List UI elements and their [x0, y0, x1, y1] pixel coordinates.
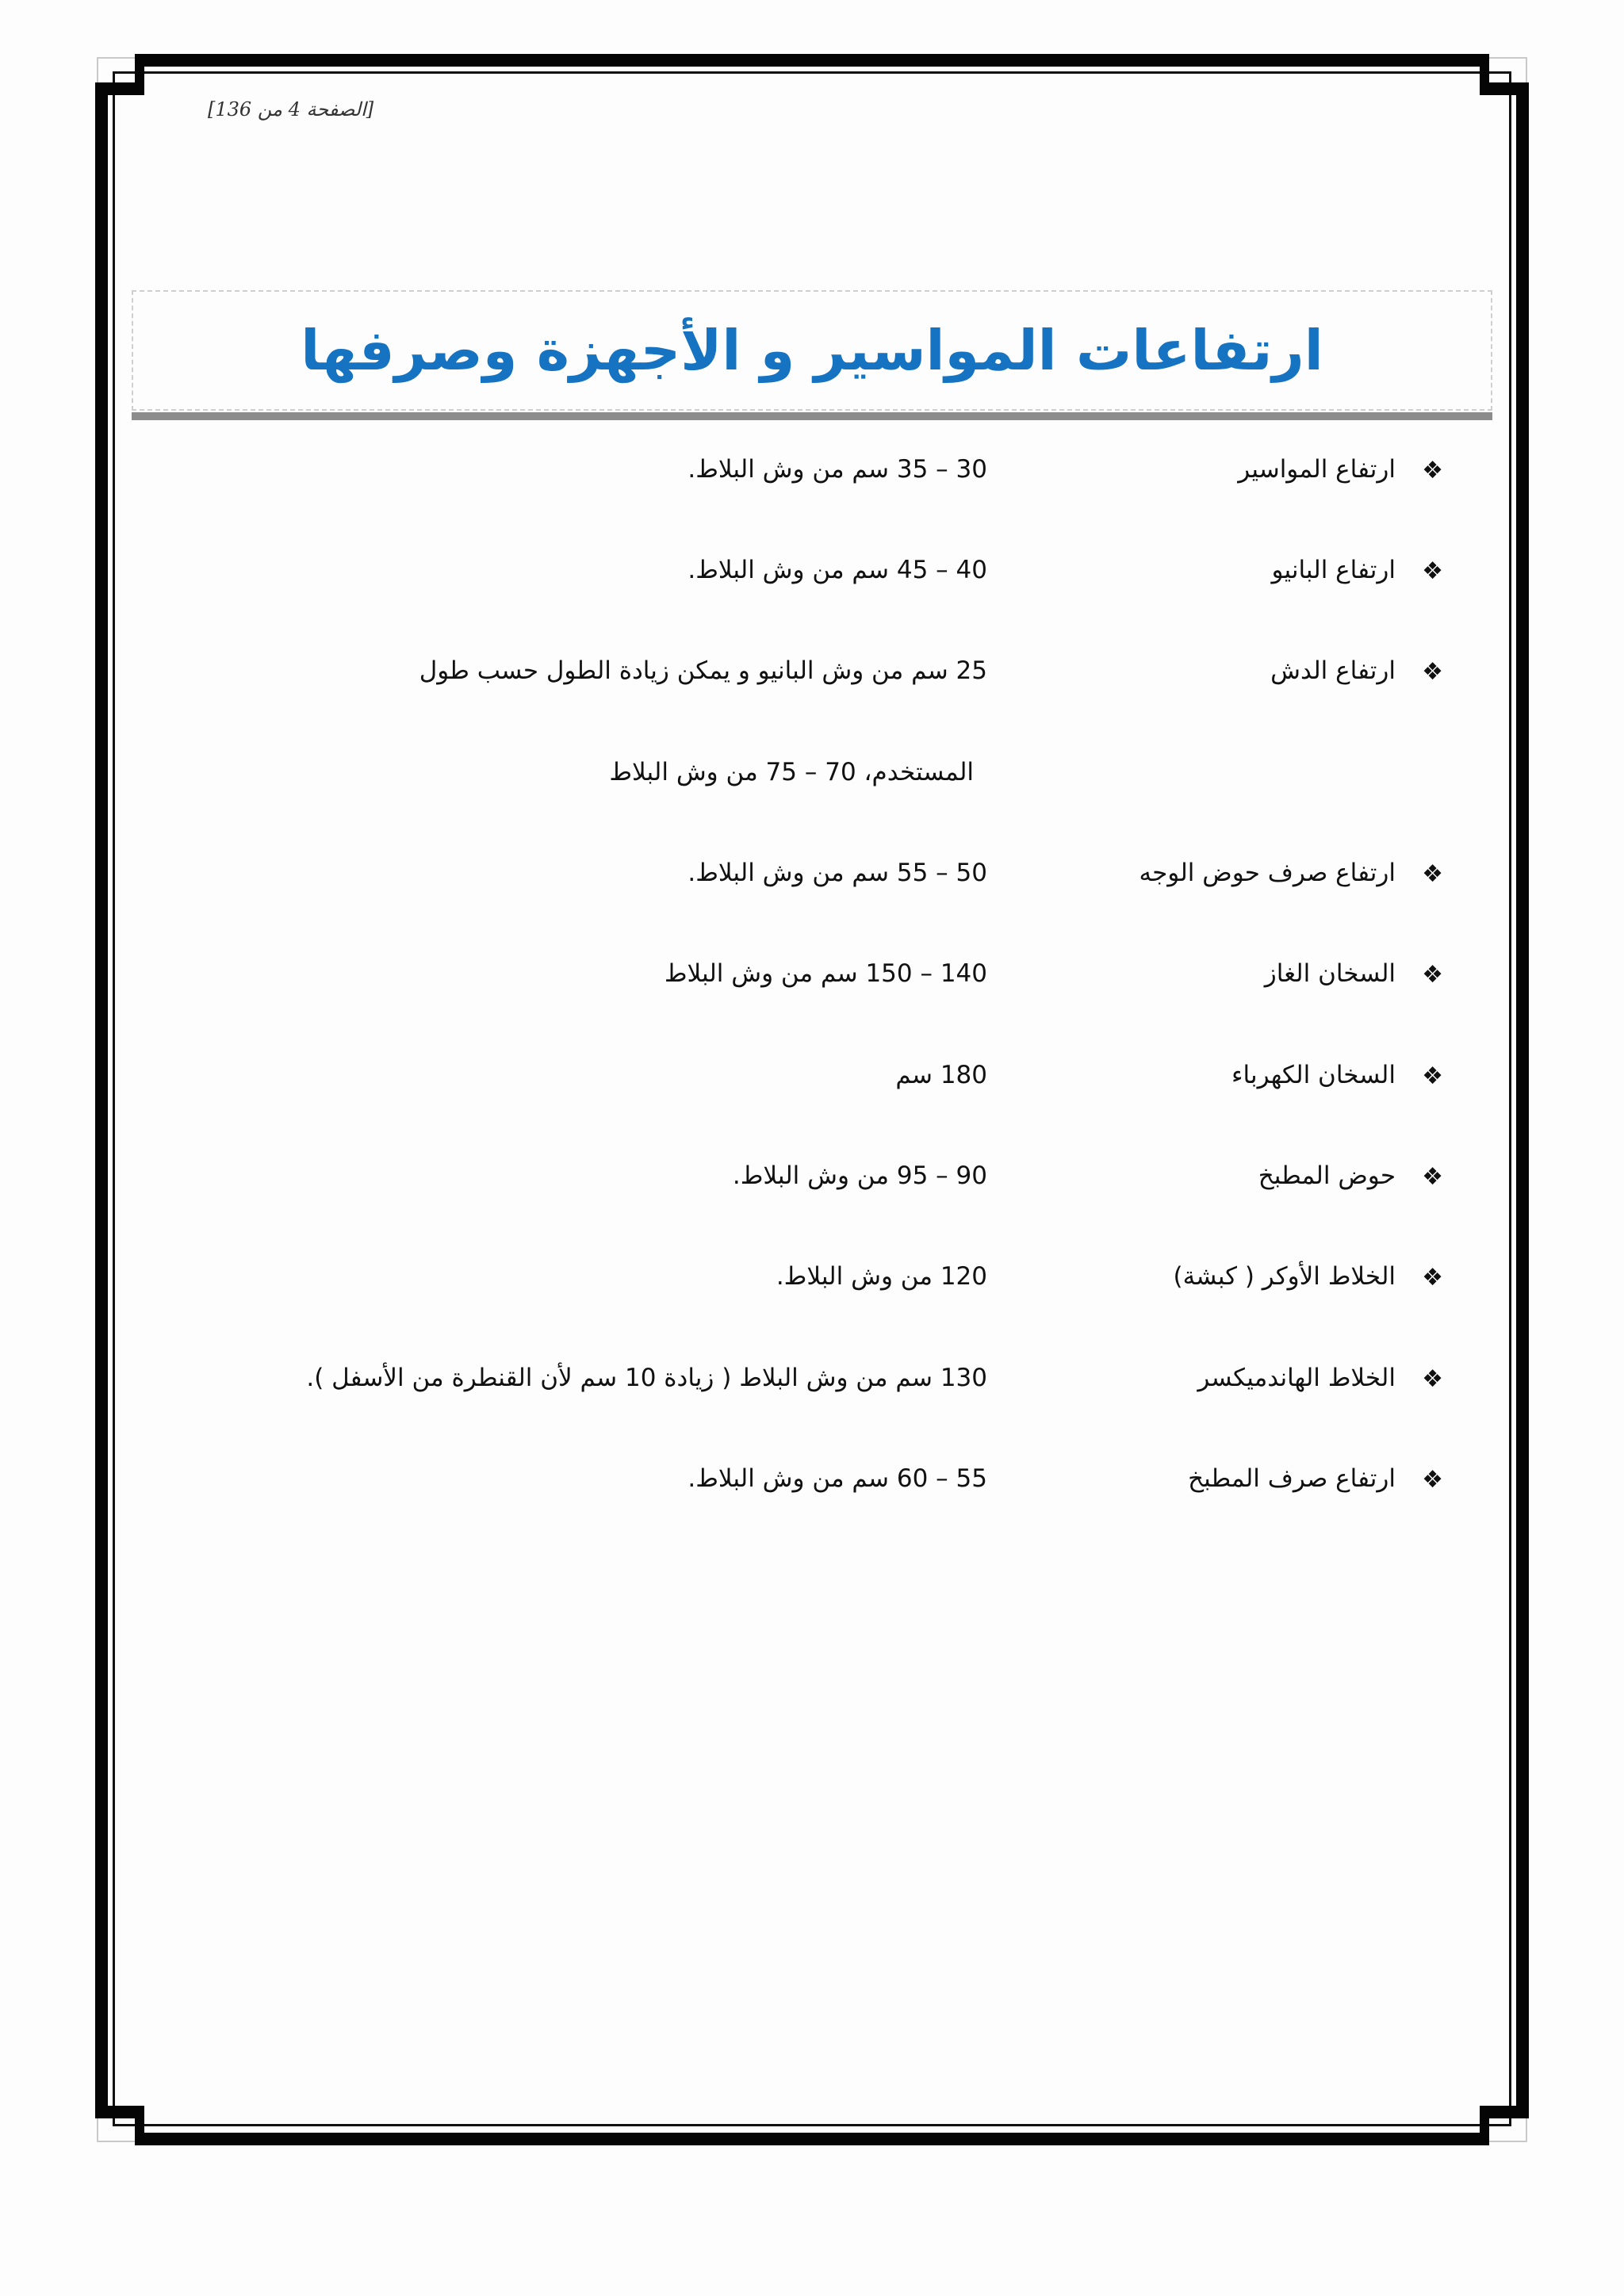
border-corner	[135, 54, 144, 95]
diamond-bullet-icon: ❖	[1422, 658, 1443, 686]
item-label: ارتفاع صرف المطبخ	[1188, 1464, 1396, 1493]
list-item	[143, 1256, 1443, 1303]
page-border-right	[1516, 95, 1529, 2106]
item-label: الخلاط الأوكر ( كبشة)	[1173, 1262, 1396, 1291]
item-label: الخلاط الهاندميكسر	[1197, 1364, 1396, 1392]
page-border-top	[135, 54, 1489, 67]
page-border-bottom	[135, 2133, 1489, 2145]
page-number: [الصفحة 4 من 136]	[208, 98, 374, 121]
list-item	[143, 1357, 1443, 1405]
item-value: 50 – 55 سم من وش البلاط.	[688, 859, 987, 887]
title-underline	[132, 412, 1492, 420]
item-label: حوض المطبخ	[1258, 1161, 1396, 1190]
item-value: 180 سم	[895, 1061, 987, 1089]
item-value: 30 – 35 سم من وش البلاط.	[688, 455, 987, 484]
diamond-bullet-icon: ❖	[1422, 1062, 1443, 1090]
item-value: 140 – 150 سم من وش البلاط	[664, 959, 987, 988]
diamond-bullet-icon: ❖	[1422, 1365, 1443, 1393]
item-value: 40 – 45 سم من وش البلاط.	[688, 556, 987, 584]
item-value: 90 – 95 من وش البلاط.	[732, 1161, 987, 1190]
item-label: ارتفاع المواسير	[1238, 455, 1396, 484]
border-corner	[1489, 2106, 1529, 2118]
border-corner	[95, 2106, 135, 2118]
item-label: ارتفاع صرف حوض الوجه	[1139, 859, 1396, 887]
list-item	[143, 1458, 1443, 1506]
diamond-bullet-icon: ❖	[1422, 961, 1443, 989]
border-corner	[1480, 2106, 1489, 2145]
item-value: 130 سم من وش البلاط ( زيادة 10 سم لأن القنطرة من الأسفل ).	[306, 1364, 987, 1392]
diamond-bullet-icon: ❖	[1422, 860, 1443, 888]
diamond-bullet-icon: ❖	[1422, 1466, 1443, 1494]
list-item	[143, 650, 1443, 698]
item-label: السخان الغاز	[1264, 959, 1396, 988]
list-item	[143, 953, 1443, 1001]
item-value: 55 – 60 سم من وش البلاط.	[688, 1464, 987, 1493]
border-corner	[95, 82, 135, 95]
item-value: 120 من وش البلاط.	[776, 1262, 987, 1291]
border-corner	[1489, 82, 1529, 95]
border-corner	[135, 2106, 144, 2145]
item-label: السخان الكهرباء	[1231, 1061, 1396, 1089]
diamond-bullet-icon: ❖	[1422, 1163, 1443, 1191]
diamond-bullet-icon: ❖	[1422, 1264, 1443, 1292]
diamond-bullet-icon: ❖	[1422, 457, 1443, 484]
list-item-continuation	[143, 752, 1443, 799]
item-value-continuation: المستخدم، 70 – 75 من وش البلاط	[609, 758, 974, 786]
item-label: ارتفاع الدش	[1270, 656, 1396, 685]
item-label: ارتفاع البانيو	[1271, 556, 1396, 584]
diamond-bullet-icon: ❖	[1422, 557, 1443, 585]
border-corner	[1480, 54, 1489, 95]
list-item	[143, 1155, 1443, 1203]
page-title: ارتفاعات المواسير و الأجهزة وصرفها	[301, 318, 1323, 383]
title-box	[132, 290, 1492, 411]
item-value: 25 سم من وش البانيو و يمكن زيادة الطول حسب طول	[419, 656, 987, 685]
list-item	[143, 852, 1443, 900]
list-item	[143, 1054, 1443, 1102]
list-item	[143, 549, 1443, 597]
page-border-left	[95, 95, 108, 2106]
list-item	[143, 449, 1443, 496]
